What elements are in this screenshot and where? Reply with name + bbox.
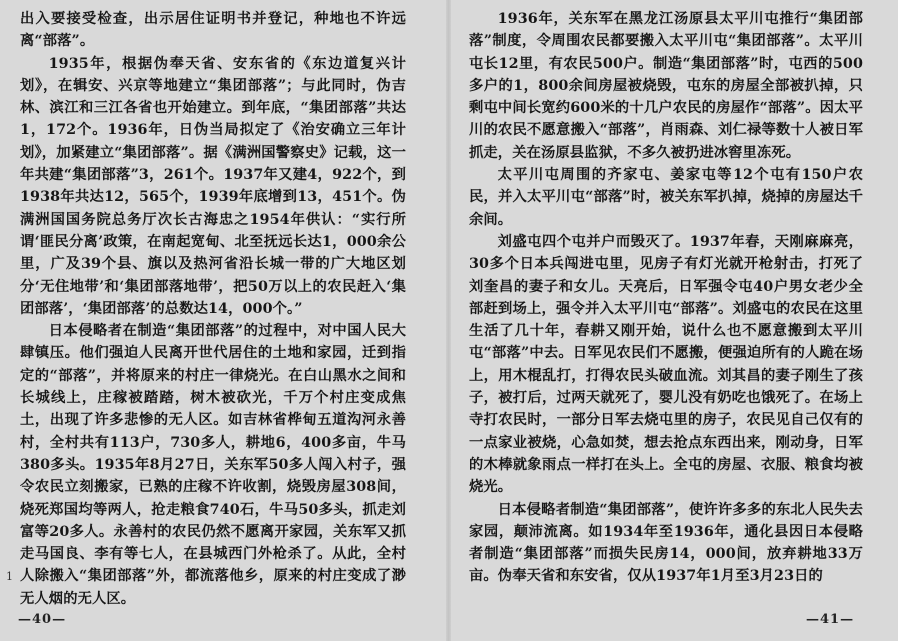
right-page-body <box>469 8 863 588</box>
margin-mark: 1 <box>6 570 13 583</box>
paragraph: 1936年，关东军在黑龙江汤原县太平川屯推行“集团部落”制度，令周围农民都要搬入太平川屯“集团部落”。太平川屯长12里，有农民500户。制造“集团部落”时，屯西的500多户的1，800余间房屋被烧毁，屯东的房屋全部被扒掉，只剩屯中间长宽约600米的十几户农民的房屋作“部落”。因太平川的农民不愿意搬入“部落”，肖雨森、刘仁禄等数十人被日军抓走，关在汤原县监狱，不多久被扔进冰窖里冻死。 <box>469 11 864 161</box>
page-number: —41— <box>806 612 855 627</box>
paragraph: 刘盛屯四个屯并户而毁灭了。1937年春，天刚麻麻亮，30多个日本兵闯进屯里，见房子有灯光就开枪射击，打死了刘奎昌的妻子和女儿。天亮后，日军强令屯40户男女老少全部赶到场上，强令并入太平川屯“部落”。刘盛屯的农民在这里生活了几十年，春耕又刚开始，说什么也不愿意搬到太平川屯“部落”中去。日军见农民们不愿搬，便强迫所有的人跪在场上，用木棍乱打，打得农民头破血流。刘其昌的妻子刚生了孩子，被打后，过两天就死了，婴儿没有奶吃也饿死了。在场上寺打农民时，一部分日军去烧屯里的房子，农民见自己仅有的一点家业被烧，心急如焚，想去抢点东西出来，刚动身，日军的木棒就象雨点一样打在头上。全屯的房屋、衣服、粮食均被烧光。 <box>469 233 863 496</box>
right-page <box>449 0 898 641</box>
paragraph: 1935年，根据伪奉天省、安东省的《东边道复兴计划》，在辑安、兴京等地建立“集团部落”；与此同时，伪吉林、滨江和三江各省也开始建立。到年底，“集团部落”共达1，172个。1936年，日伪当局拟定了《治安确立三年计划》，加紧建立“集团部落”。据《满洲国警察史》记载，这一年共建“集团部落”3，261个。1937年又建4，922个，到1938年共达12，565个，1939年底增到13，451个。伪满洲国国务院总务厅次长古海忠之1954年供认：“实行所谓‘匪民分离’政策，在南起宽甸、北至抚远长达1，000余公里，广及39个县、旗以及热河省沿长城一带的广大地区划分‘无住地带’和‘集团部落地带’，把50万以上的农民赶入‘集团部落’，‘集团部落’的总数达14，000个。” <box>20 55 406 317</box>
paragraph: 日本侵略者制造“集团部落”，使许许多多的东北人民失去家园，颠沛流离。如1934年至1936年，通化县因日本侵略者制造“集团部落”而损失民房14，000间，放弃耕地33万亩。伪奉天省和东安省，仅从1937年1月至3月23日的 <box>469 501 863 585</box>
paragraph: 日本侵略者在制造“集团部落”的过程中，对中国人民大肆镇压。他们强迫人民离开世代居住的土地和家园，迁到指定的“部落”，并将原来的村庄一律烧光。在白山黑水之间和长城线上，庄稼被踏踏，树木被砍光，千万个村庄变成焦土，出现了许多悲惨的无人区。如吉林省桦甸五道沟河永善村，全村共有113户，730多人，耕地6，400多亩，牛马380多头。1935年8月27日，关东军50多人闯入村子，强令农民立刻搬家，已熟的庄稼不许收割，烧毁房屋308间，烧死郑国均等两人，抢走粮食740石，牛马50多头，抓走刘富等20多人。永善村的农民仍然不愿离开家园，关东军又抓走马国良、李有等七人，在县城西门外枪杀了。从此，全村人除搬入“集团部落”外，都流落他乡，原来的村庄变成了渺无人烟的无人区。 <box>20 323 406 607</box>
page-number: —40— <box>18 612 67 627</box>
paragraph: 太平川屯周围的齐家屯、姜家屯等12个屯有150户农民，并入太平川屯“部落”时，被关东军扒掉，烧掉的房屋达千余间。 <box>469 167 863 228</box>
paragraph: 出入要接受检查，出示居住证明书并登记，种地也不许远离“部落”。 <box>20 11 406 50</box>
left-page-body <box>20 8 406 610</box>
